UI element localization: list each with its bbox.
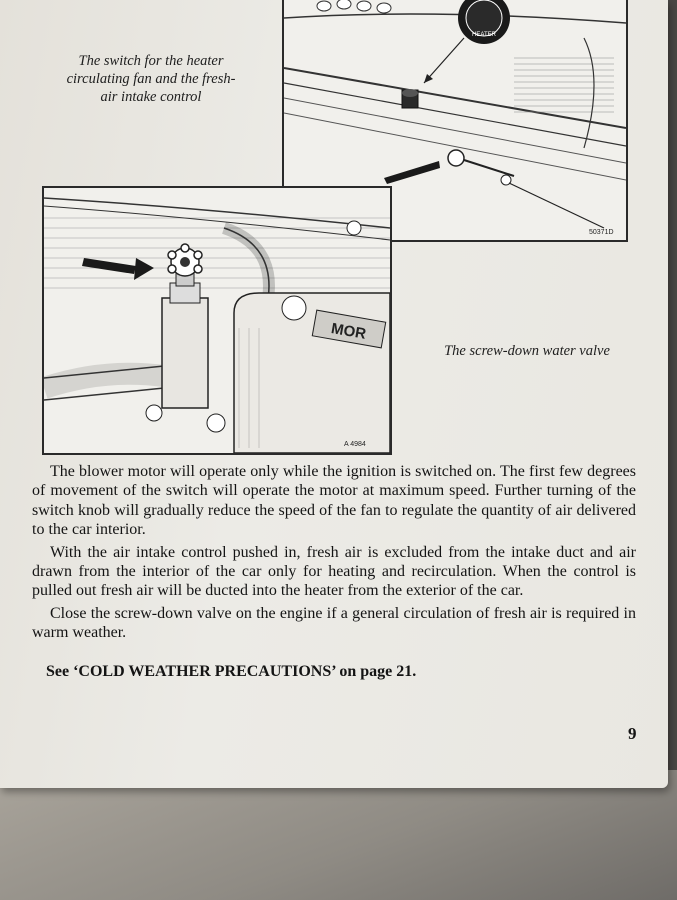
caption-line: air intake control (100, 89, 202, 105)
water-valve-caption: The screw-down water valve (444, 343, 610, 359)
page-number: 9 (628, 724, 637, 743)
water-valve-illustration (42, 186, 392, 455)
fan-switch-caption (50, 52, 252, 106)
badge-label: HEATER (472, 32, 496, 38)
top-figure-code: 50371D (589, 229, 614, 236)
body-text (32, 462, 636, 646)
caption-line: The switch for the heater (78, 53, 224, 69)
caption-line: circulating fan and the fresh- (66, 71, 236, 87)
see-reference: See ‘COLD WEATHER PRECAUTIONS’ on page 21. (46, 663, 417, 680)
body-paragraph: Close the screw-down valve on the engine if a general circulation of fresh air is required in warm weather. (32, 604, 636, 642)
table-surface (0, 770, 677, 900)
engine-label: MOR (329, 320, 368, 343)
main-figure-code: A 4984 (344, 441, 366, 448)
body-paragraph: The blower motor will operate only while the ignition is switched on. The first few degrees of movement of the switch will operate the motor at maximum speed. Further turning of the switch knob will gradually reduce the speed of the fan to regulate the quantity of air delivered to the car interior. (32, 463, 636, 539)
body-paragraph: With the air intake control pushed in, fresh air is excluded from the intake duct and air drawn from the interior of the car only for heating and recirculation. When the control is pulled out fresh air will be ducted into the heater from the exterior of the car. (32, 543, 636, 600)
